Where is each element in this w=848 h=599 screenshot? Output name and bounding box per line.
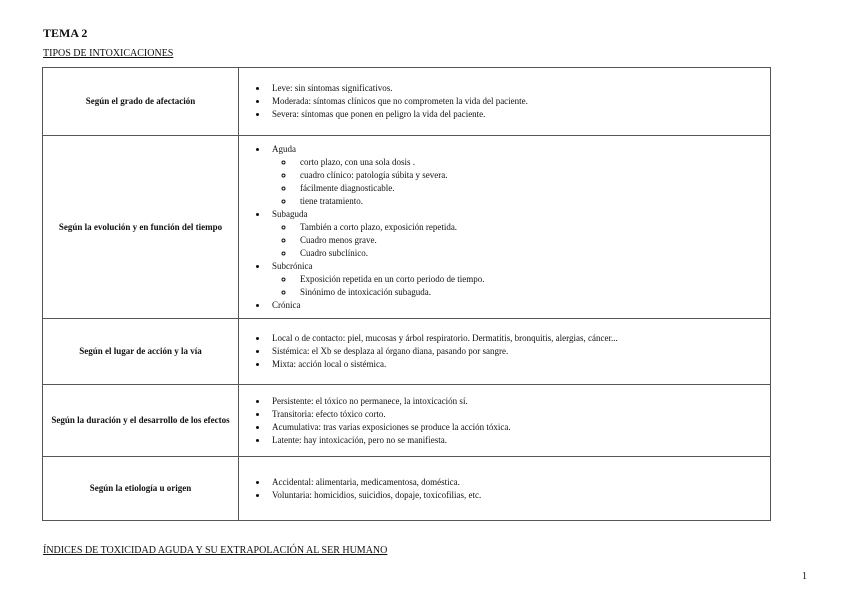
list-item-head: Aguda bbox=[272, 143, 296, 154]
row-content bbox=[239, 136, 771, 319]
row-content bbox=[239, 319, 771, 385]
bullet-list bbox=[245, 332, 762, 371]
sub-list-item: ◦ Exposición repetida en un corto periodo de tiempo. bbox=[294, 273, 762, 286]
bullet-list bbox=[245, 476, 762, 502]
table-row bbox=[43, 136, 771, 319]
list-item: • Acumulativa: tras varias exposiciones se produce la acción tóxica. bbox=[268, 421, 762, 434]
table-row bbox=[43, 68, 771, 136]
row-label: Según la etiología u origen bbox=[43, 457, 239, 521]
document-title: TEMA 2 bbox=[43, 26, 88, 40]
bullet-list bbox=[245, 395, 762, 447]
page-number: 1 bbox=[802, 571, 807, 582]
list-item: • Moderada: síntomas clínicos que no comprometen la vida del paciente. bbox=[268, 95, 762, 108]
row-label: Según el grado de afectación bbox=[43, 68, 239, 136]
list-item: • Severa: síntomas que ponen en peligro la vida del paciente. bbox=[268, 108, 762, 121]
bullet-list bbox=[245, 143, 762, 312]
section-heading: TIPOS DE INTOXICACIONES bbox=[43, 48, 174, 59]
sub-list-item: ◦ fácilmente diagnosticable. bbox=[294, 182, 762, 195]
list-item-head: Subcrónica bbox=[272, 260, 313, 271]
list-item-head: Crónica bbox=[272, 299, 301, 310]
row-label: Según la duración y el desarrollo de los efectos bbox=[43, 385, 239, 457]
list-item: • Persistente: el tóxico no permanece, la intoxicación sí. bbox=[268, 395, 762, 408]
list-item: • Sistémica: el Xb se desplaza al órgano diana, pasando por sangre. bbox=[268, 345, 762, 358]
sub-list bbox=[272, 221, 762, 260]
table-row bbox=[43, 457, 771, 521]
sub-list-item: ◦ También a corto plazo, exposición repetida. bbox=[294, 221, 762, 234]
sub-list-item: ◦ Cuadro subclínico. bbox=[294, 247, 762, 260]
list-item: • Accidental: alimentaria, medicamentosa, doméstica. bbox=[268, 476, 762, 489]
sub-list-item: ◦ Sinónimo de intoxicación subaguda. bbox=[294, 286, 762, 299]
list-item bbox=[268, 208, 762, 260]
list-item: • Latente: hay intoxicación, pero no se manifiesta. bbox=[268, 434, 762, 447]
table-row bbox=[43, 319, 771, 385]
row-content bbox=[239, 457, 771, 521]
sub-list-item: ◦ cuadro clínico: patología súbita y severa. bbox=[294, 169, 762, 182]
list-item bbox=[268, 143, 762, 208]
row-content bbox=[239, 385, 771, 457]
list-item bbox=[268, 299, 762, 312]
sub-list bbox=[272, 273, 762, 299]
row-label: Según el lugar de acción y la vía bbox=[43, 319, 239, 385]
intoxication-types-table bbox=[42, 67, 771, 521]
next-section-heading: ÍNDICES DE TOXICIDAD AGUDA Y SU EXTRAPOLACIÓN AL SER HUMANO bbox=[43, 545, 388, 556]
row-label: Según la evolución y en función del tiempo bbox=[43, 136, 239, 319]
sub-list-item: ◦ Cuadro menos grave. bbox=[294, 234, 762, 247]
list-item-head: Subaguda bbox=[272, 208, 308, 219]
list-item: • Voluntaria: homicidios, suicidios, dopaje, toxicofilias, etc. bbox=[268, 489, 762, 502]
sub-list bbox=[272, 156, 762, 208]
list-item: • Local o de contacto: piel, mucosas y árbol respiratorio. Dermatitis, bronquitis, alergias, cáncer... bbox=[268, 332, 762, 345]
bullet-list bbox=[245, 82, 762, 121]
sub-list-item: ◦ tiene tratamiento. bbox=[294, 195, 762, 208]
list-item bbox=[268, 260, 762, 299]
list-item: • Mixta: acción local o sistémica. bbox=[268, 358, 762, 371]
table-row bbox=[43, 385, 771, 457]
sub-list-item: ◦ corto plazo, con una sola dosis . bbox=[294, 156, 762, 169]
row-content bbox=[239, 68, 771, 136]
list-item: • Transitoria: efecto tóxico corto. bbox=[268, 408, 762, 421]
list-item: • Leve: sin síntomas significativos. bbox=[268, 82, 762, 95]
